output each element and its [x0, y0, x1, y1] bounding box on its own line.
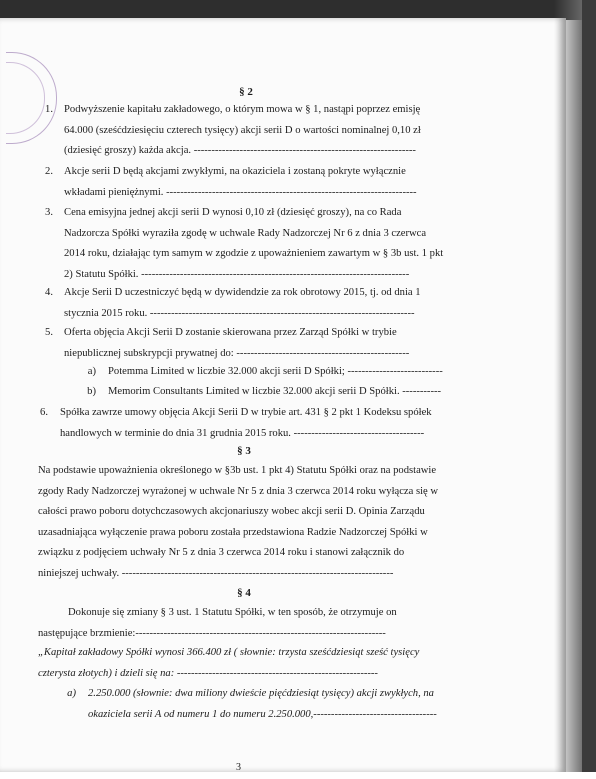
text-line: 2014 roku, działając tym samym w zgodzie z upoważnieniem zawartym w § 3b ust. 1 pkt [64, 248, 444, 259]
text-line: Akcje Serii D uczestniczyć będą w dywidendzie za rok obrotowy 2015, tj. od dnia 1 [64, 287, 421, 298]
list-item [60, 403, 470, 444]
paragraph [38, 461, 470, 584]
text-line: „Kapitał zakładowy Spółki wynosi 366.400 zł ( słownie: trzysta sześćdziesiąt sześć tysięcy [38, 647, 420, 658]
subitem-number: a) [87, 366, 96, 377]
section-heading-4: § 4 [237, 587, 251, 599]
text-line: handlowych w terminie do dnia 31 grudnia 2015 roku. ------------------------------------- [60, 427, 425, 439]
text-line: stycznia 2015 roku. --------------------------------------------------------------------------- [64, 307, 415, 319]
list-item [64, 323, 470, 364]
quoted-subitem [88, 684, 470, 725]
item-number: 2. [45, 166, 53, 177]
text-line: (dziesięć groszy) każda akcja. --------------------------------------------------------------- [64, 145, 416, 156]
text-line: uzasadniająca wyłączenie prawa poboru została przedstawiona Radzie Nadzorczej Spółki w [38, 526, 428, 538]
subitem-text: Potemma Limited w liczbie 32.000 akcji serii D Spółki; --------------------------- [108, 366, 443, 377]
text-line: 64.000 (sześćdziesięciu czterech tysięcy) akcji serii D o wartości nominalnej 0,10 zł [64, 124, 421, 136]
item-number: 1. [45, 104, 53, 115]
item-number: 6. [40, 407, 48, 418]
text-line: okaziciela serii A od numeru 1 do numeru 2.250.000,----------------------------------- [88, 708, 437, 720]
text-line: wkładami pieniężnymi. ----------------------------------------------------------------------- [64, 186, 417, 198]
text-line: całości prawo poboru dotychczasowych akcjonariuszy wobec akcji serii D. Opinia Zarządu [38, 506, 425, 517]
text-line: 2.250.000 (słownie: dwa miliony dwieście pięćdziesiąt tysięcy) akcji zwykłych, na [88, 688, 434, 699]
text-line: Podwyższenie kapitału zakładowego, o którym mowa w § 1, nastąpi poprzez emisję [64, 104, 421, 115]
text-line: Spółka zawrze umowy objęcia Akcji Serii D w trybie art. 431 § 2 pkt 1 Kodeksu spółek [60, 407, 432, 418]
text-line: 2) Statutu Spółki. ---------------------------------------------------------------------------- [64, 268, 410, 280]
text-line: związku z podjęciem uchwały Nr 5 z dnia 3 czerwca 2014 roku i stanowi załącznik do [38, 547, 405, 558]
item-number: 5. [45, 327, 53, 338]
text-line: Nadzorcza Spółki wyraziła zgodę w uchwale Rady Nadzorczej Nr 6 z dnia 3 czerwca [64, 227, 427, 239]
list-item [64, 283, 470, 324]
text-line: Na podstawie upoważnienia określonego w §3b ust. 1 pkt 4) Statutu Spółki oraz na podstawie [38, 465, 437, 476]
item-number: 4. [45, 287, 53, 298]
item-number: 3. [45, 207, 53, 218]
text-line: czterysta złotych) i dzieli się na: --------------------------------------------------------- [38, 667, 378, 679]
section-heading-2: § 2 [239, 86, 253, 98]
quoted-paragraph [38, 643, 470, 684]
paragraph [38, 603, 470, 644]
subitem-text: Memorim Consultants Limited w liczbie 32.000 akcji serii D Spółki. ----------- [108, 386, 442, 397]
text-line: Oferta objęcia Akcji Serii D zostanie skierowana przez Zarząd Spółki w trybie [64, 327, 397, 338]
section-heading-3: § 3 [237, 445, 251, 457]
text-line: Cena emisyjna jednej akcji serii D wynosi 0,10 zł (dziesięć groszy), na co Rada [64, 207, 402, 218]
list-item [64, 100, 470, 162]
subitem-number: b) [87, 386, 96, 397]
text-line: Dokonuje się zmiany § 3 ust. 1 Statutu Spółki, w ten sposób, że otrzymuje on [68, 607, 397, 618]
text-line: niepublicznej subskrypcji prywatnej do: ------------------------------------------------- [64, 347, 410, 359]
list-item [64, 203, 470, 285]
text-line: następujące brzmienie:----------------------------------------------------------------------- [38, 627, 386, 639]
page-number: 3 [236, 762, 241, 773]
text-line: zgody Rady Nadzorczej wyrażonej w uchwale Nr 5 z dnia 3 czerwca 2014 roku wyłącza się w [38, 485, 439, 497]
list-item [64, 162, 470, 203]
scan-right-edge [582, 0, 596, 772]
subitem-number: a) [67, 688, 76, 699]
text-line: niniejszej uchwały. ----------------------------------------------------------------------------- [38, 567, 394, 579]
text-line: Akcje serii D będą akcjami zwykłymi, na okaziciela i zostaną pokryte wyłącznie [64, 166, 406, 177]
